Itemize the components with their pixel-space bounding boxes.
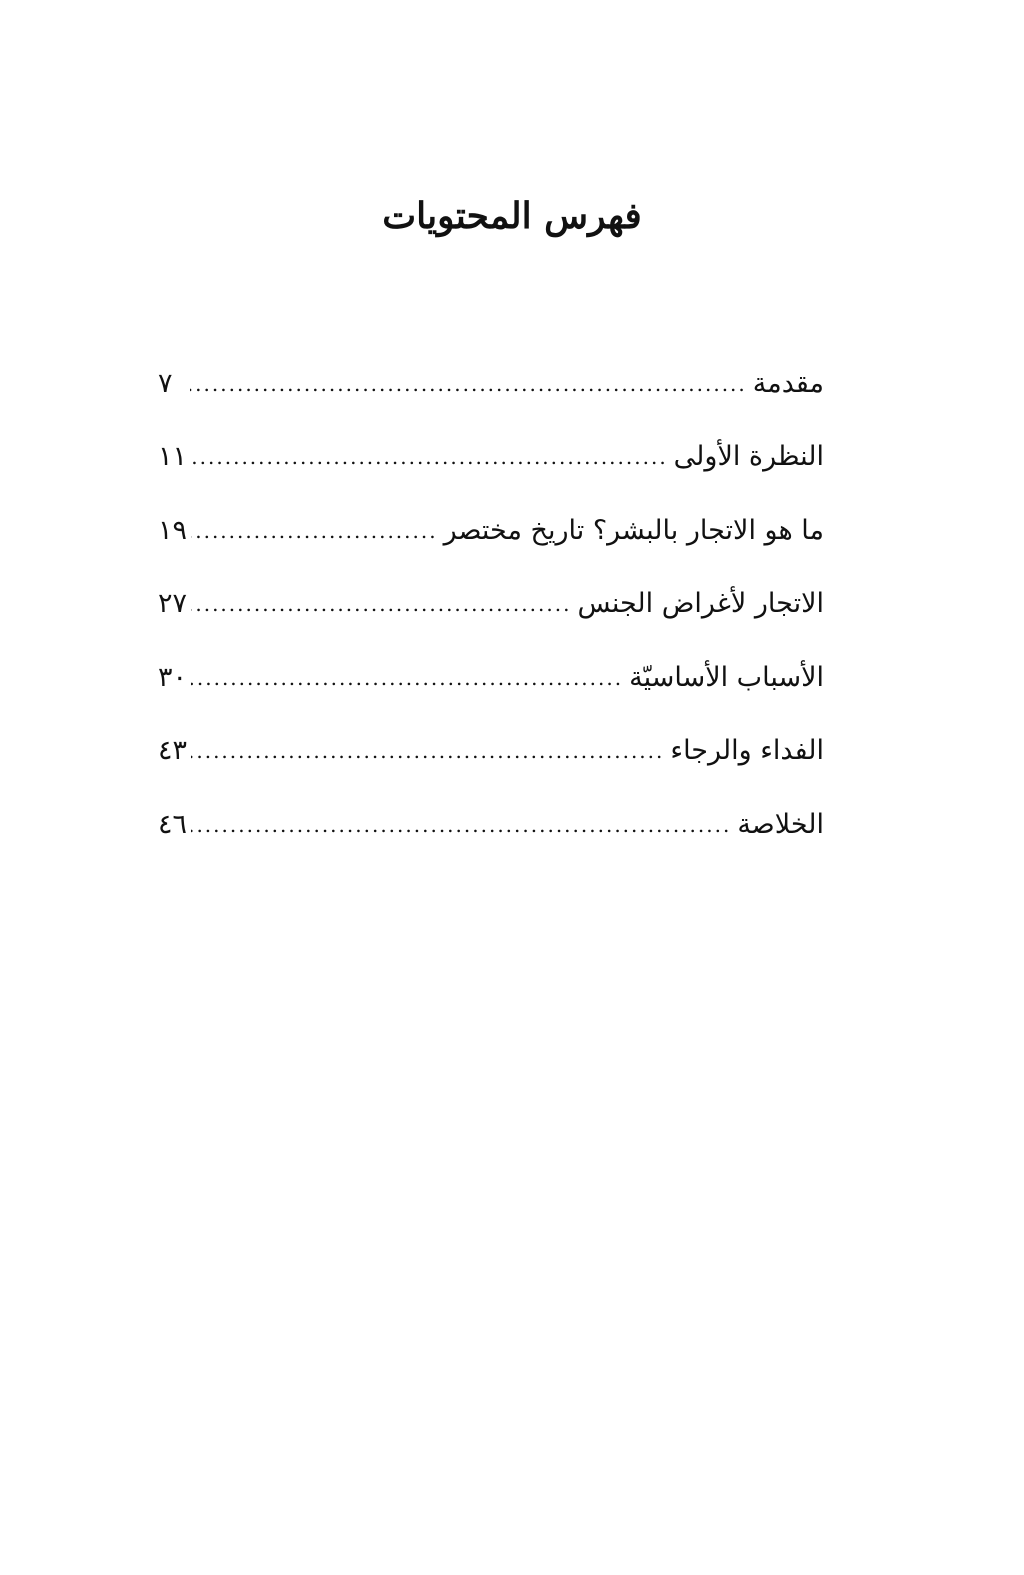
toc-entry-page-number: ٤٦	[158, 808, 188, 840]
page-title: فهرس المحتويات	[382, 195, 642, 237]
toc-entry	[158, 551, 824, 625]
toc-entry	[158, 477, 824, 551]
toc-entry-page-number: ٧	[158, 367, 173, 399]
toc-entry	[158, 624, 824, 698]
toc-entry-title: ما هو الاتجار بالبشر؟ تاريخ مختصر	[443, 514, 824, 546]
toc-entry	[158, 330, 824, 404]
toc-entry-page-number: ٤٣	[158, 735, 188, 766]
toc-dot-leader	[191, 737, 664, 765]
toc-entry-page-number: ١١	[158, 441, 188, 472]
table-of-contents	[158, 330, 824, 845]
toc-dot-leader	[191, 443, 668, 471]
toc-entry-title: مقدمة	[752, 367, 824, 399]
toc-entry-page-number: ٢٧	[158, 588, 188, 619]
toc-dot-leader	[190, 370, 747, 398]
toc-entry-title: الفداء والرجاء	[670, 735, 824, 766]
toc-entry-title: الاتجار لأغراض الجنس	[577, 588, 824, 619]
toc-entry-page-number: ٣٠	[158, 661, 188, 693]
toc-dot-leader	[191, 590, 571, 618]
toc-entry	[158, 698, 824, 772]
toc-entry-page-number: ١٩	[158, 514, 188, 546]
toc-entry-title: الأسباب الأساسيّة	[629, 661, 824, 693]
toc-entry-title: الخلاصة	[737, 808, 824, 840]
toc-dot-leader	[191, 517, 438, 545]
toc-entry	[158, 771, 824, 845]
toc-dot-leader	[191, 811, 731, 839]
toc-entry-title: النظرة الأولى	[673, 441, 824, 472]
toc-entry	[158, 404, 824, 478]
toc-dot-leader	[191, 664, 623, 692]
